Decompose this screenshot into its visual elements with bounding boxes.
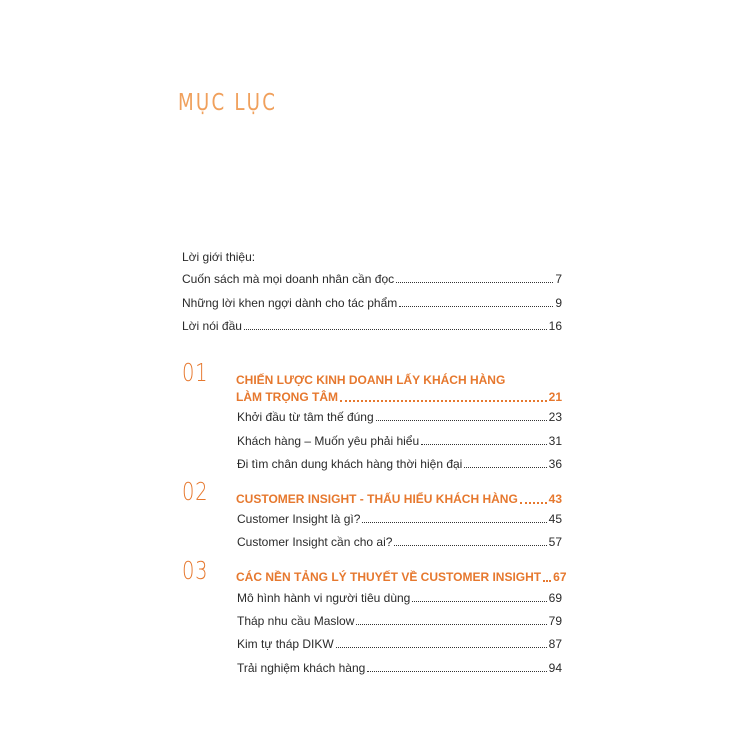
toc-section[interactable] (237, 661, 562, 675)
dot-leader (394, 545, 546, 546)
dot-leader (340, 400, 547, 402)
dot-leader (244, 329, 547, 330)
toc-section[interactable] (237, 410, 562, 424)
toc-section-title: Đi tìm chân dung khách hàng thời hiện đại (237, 457, 463, 471)
chapter-page: 43 (548, 492, 562, 506)
toc-section-title: Tháp nhu cầu Maslow (237, 614, 355, 628)
dot-leader (376, 420, 547, 421)
toc-section-title: Khởi đầu từ tâm thế đúng (237, 410, 374, 424)
toc-section[interactable] (237, 535, 562, 549)
toc-section-page: 69 (548, 591, 562, 605)
dot-leader (520, 502, 547, 504)
dot-leader (464, 467, 546, 468)
toc-section[interactable] (237, 614, 562, 628)
intro-label: Lời giới thiệu: (182, 250, 256, 264)
dot-leader (356, 624, 546, 625)
dot-leader (367, 671, 546, 672)
chapter-title-line2: LÀM TRỌNG TÂM (236, 390, 338, 404)
chapter-number: 03 (182, 556, 209, 585)
chapter-number: 02 (182, 477, 209, 506)
chapter-page: 21 (548, 390, 562, 404)
toc-entry-page: 9 (555, 296, 562, 310)
toc-section-title: Kim tự tháp DIKW (237, 637, 334, 651)
toc-section-page: 45 (548, 512, 562, 526)
toc-section[interactable] (237, 512, 562, 526)
toc-entry-title: Những lời khen ngợi dành cho tác phẩm (182, 296, 398, 310)
toc-section-page: 31 (548, 434, 562, 448)
chapter-title-line1: CHIẾN LƯỢC KINH DOANH LẤY KHÁCH HÀNG (236, 373, 506, 387)
toc-section[interactable] (237, 591, 562, 605)
toc-section-title: Khách hàng – Muốn yêu phải hiểu (237, 434, 420, 448)
chapter-heading[interactable] (236, 390, 562, 404)
toc-entry-page: 16 (548, 319, 562, 333)
toc-section-page: 23 (548, 410, 562, 424)
chapter-title: CUSTOMER INSIGHT - THẤU HIỂU KHÁCH HÀNG (236, 492, 518, 506)
toc-section-title: Trải nghiệm khách hàng (237, 661, 366, 675)
toc-section-title: Customer Insight là gì? (237, 512, 361, 526)
toc-section-page: 79 (548, 614, 562, 628)
toc-entry-title: Cuốn sách mà mọi doanh nhân cần đọc (182, 272, 395, 286)
page-title: MỤC LỤC (178, 90, 278, 116)
toc-section[interactable] (237, 457, 562, 471)
toc-entry-page: 7 (555, 272, 562, 286)
chapter-heading[interactable] (236, 570, 567, 584)
toc-entry[interactable] (182, 319, 562, 333)
dot-leader (336, 647, 547, 648)
chapter-title: CÁC NỀN TẢNG LÝ THUYẾT VỀ CUSTOMER INSIGHT (236, 570, 542, 584)
dot-leader (399, 306, 553, 307)
toc-section-page: 87 (548, 637, 562, 651)
dot-leader (396, 282, 553, 283)
chapter-heading[interactable] (236, 492, 562, 506)
toc-section-title: Mô hình hành vi người tiêu dùng (237, 591, 411, 605)
toc-section-page: 36 (548, 457, 562, 471)
toc-section-title: Customer Insight cần cho ai? (237, 535, 393, 549)
chapter-page: 67 (553, 570, 567, 584)
dot-leader (412, 601, 546, 602)
chapter-number: 01 (182, 358, 209, 387)
toc-section[interactable] (237, 434, 562, 448)
dot-leader (543, 580, 551, 582)
toc-section[interactable] (237, 637, 562, 651)
dot-leader (421, 444, 547, 445)
dot-leader (362, 522, 546, 523)
toc-entry-title: Lời nói đầu (182, 319, 242, 333)
toc-entry[interactable] (182, 296, 562, 310)
toc-section-page: 57 (548, 535, 562, 549)
toc-entry[interactable] (182, 272, 562, 286)
toc-section-page: 94 (548, 661, 562, 675)
